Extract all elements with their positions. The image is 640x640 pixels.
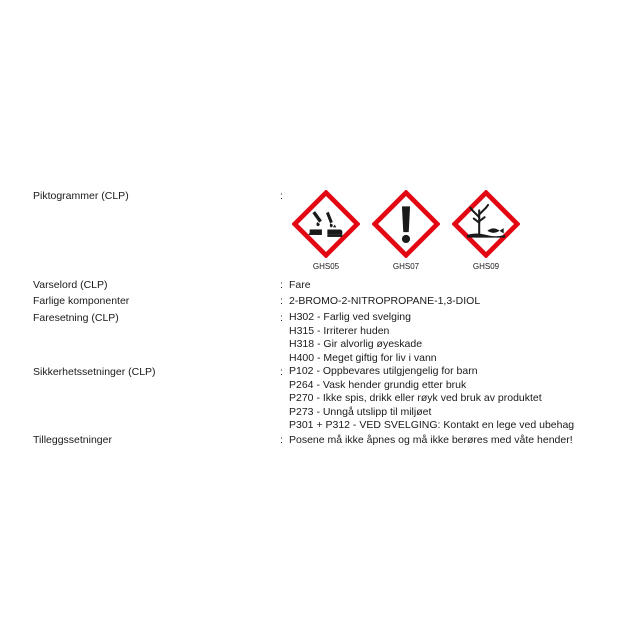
pictogram-code: GHS09 bbox=[472, 262, 500, 271]
pictogram-group bbox=[291, 190, 531, 274]
signal-word-label: Varselord (CLP) bbox=[33, 279, 108, 291]
precautionary-statement: P301 + P312 - VED SVELGING: Kontakt en lege ved ubehag bbox=[289, 419, 575, 431]
hazard-statement: H315 - Irriterer huden bbox=[289, 324, 390, 337]
hazard-statements-colon: : bbox=[280, 312, 283, 324]
precautionary-statement: P273 - Unngå utslipp til miljøet bbox=[289, 405, 432, 418]
hazardous-components-label: Farlige komponenter bbox=[33, 295, 130, 307]
signal-word-colon: : bbox=[280, 279, 283, 291]
pictogram-ghs05 bbox=[291, 190, 361, 274]
precautionary-statement: P270 - Ikke spis, drikk eller røyk ved bruk av produktet bbox=[289, 392, 542, 404]
precautionary-statements-label: Sikkerhetssetninger (CLP) bbox=[33, 366, 156, 378]
precautionary-statements-colon: : bbox=[280, 366, 283, 378]
supplementary-statements-label: Tilleggssetninger bbox=[33, 434, 112, 446]
hazardous-components-colon: : bbox=[280, 295, 283, 307]
hazard-statements-list bbox=[289, 311, 437, 365]
pictogram-code: GHS05 bbox=[312, 262, 340, 271]
hazard-statement: H302 - Farlig ved svelging bbox=[289, 311, 411, 323]
pictogram-ghs07 bbox=[371, 190, 441, 274]
pictograms-label: Piktogrammer (CLP) bbox=[33, 190, 129, 202]
environment-icon bbox=[452, 190, 520, 258]
hazard-statements-label: Faresetning (CLP) bbox=[33, 312, 119, 324]
hazardous-components-value: 2-BROMO-2-NITROPROPANE-1,3-DIOL bbox=[289, 295, 481, 307]
precautionary-statements-list bbox=[289, 365, 574, 433]
hazard-statement: H400 - Meget giftig for liv i vann bbox=[289, 351, 437, 364]
pictogram-ghs09 bbox=[451, 190, 521, 274]
pictogram-code: GHS07 bbox=[392, 262, 420, 271]
hazard-statement: H318 - Gir alvorlig øyeskade bbox=[289, 338, 423, 350]
corrosion-icon bbox=[292, 190, 360, 258]
precautionary-statement: P264 - Vask hender grundig etter bruk bbox=[289, 378, 467, 391]
supplementary-statements-value: Posene må ikke åpnes og må ikke berøres med våte hender! bbox=[289, 434, 573, 446]
signal-word-value: Fare bbox=[289, 279, 311, 291]
exclamation-mark-icon bbox=[372, 190, 440, 258]
supplementary-statements-colon: : bbox=[280, 434, 283, 446]
pictograms-colon: : bbox=[280, 190, 283, 202]
precautionary-statement: P102 - Oppbevares utilgjengelig for barn bbox=[289, 365, 478, 377]
